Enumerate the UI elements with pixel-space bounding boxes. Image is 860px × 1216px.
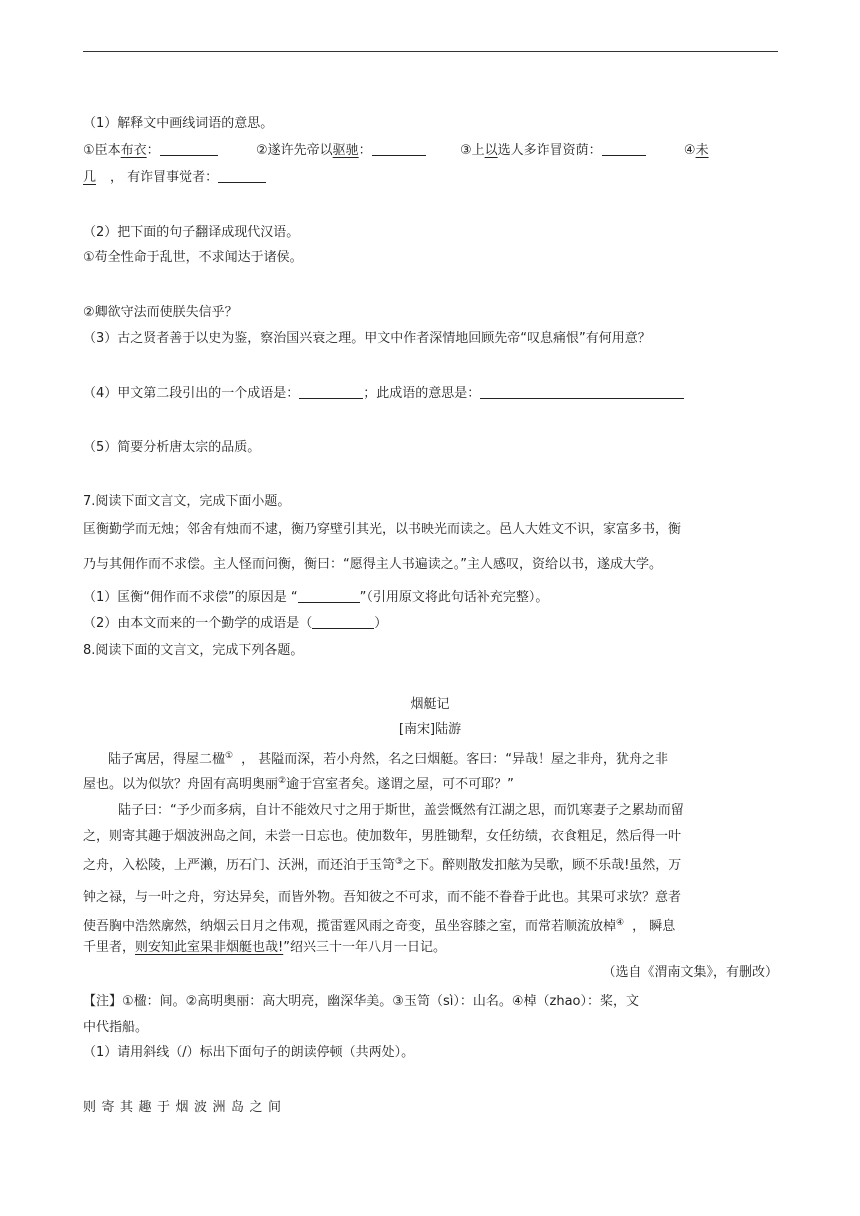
essay-line3: 陆子曰：“予少而多病，自计不能效尺寸之用于斯世，盖尝慨然有江湖之思，而饥寒妻子之累劫而留 (118, 803, 684, 818)
answer-blank[interactable] (298, 589, 360, 603)
q7-part2: （2）由本文而来的一个勤学的成语是（ ） (83, 616, 388, 631)
q7-text-line1: 匡衡勤学而无烛；邻舍有烛而不逮，衡乃穿壁引其光，以书映光而读之。邑人大姓文不识，家富多书，衡 (83, 522, 682, 537)
answer-blank[interactable] (372, 142, 426, 156)
essay-line5: 之舟，入松陵，上严濑，历石门、沃洲，而还泊于玉笥③之下。醉则散发扣舷为吴歌，顾不乐哉!虽然，万 (83, 857, 682, 873)
q6-part1-items-line2: 几 ， 有诈冒事觉者： (83, 168, 266, 188)
answer-blank[interactable] (218, 169, 266, 183)
answer-blank[interactable] (160, 142, 218, 156)
essay-source: （选自《渭南文集》，有删改） (602, 965, 778, 980)
q6-part4: （4）甲文第二段引出的一个成语是： ；此成语的意思是： (83, 384, 684, 404)
q6-part1-label: （1）解释文中画线词语的意思。 (83, 116, 274, 131)
q8-title: 8.阅读下面的文言文，完成下列各题。 (83, 643, 304, 658)
essay-line4: 之，则寄其趣于烟波洲岛之间，未尝一日忘也。使加数年，男胜锄犁，女任纺绩，衣食粗足，然后得一叶 (83, 829, 682, 844)
essay-author: [南宋]陆游 (398, 722, 462, 737)
pause-mark-sentence[interactable]: 则寄其趣于烟波洲岛之间 (83, 1100, 287, 1115)
essay-line1: 陆子寓居，得屋二楹① ， 甚隘而深，若小舟然，名之曰烟艇。客曰：“异哉！屋之非舟，犹舟之非 (108, 751, 668, 767)
answer-blank[interactable] (602, 142, 646, 156)
essay-line6: 钟之禄，与一叶之舟，穷达异矣，而皆外物。吾知彼之不可求，而不能不眷眷于此也。其果可求欤？意者 (83, 890, 682, 905)
q6-part2-sentence2: ②卿欲守法而使朕失信乎？ (83, 305, 238, 320)
q7-title: 7.阅读下面文言文，完成下面小题。 (83, 494, 291, 509)
q6-part1-items-line1: ①臣本布衣： ②遂许先帝以驱驰： ③上以选人多诈冒资荫： ④未 (83, 143, 709, 158)
q6-part2-label: （2）把下面的句子翻译成现代汉语。 (83, 225, 300, 240)
header-rule (83, 51, 778, 52)
essay-line8: 千里者，则安知此室果非烟艇也哉!”绍兴三十一年八月一日记。 (83, 940, 446, 955)
answer-blank[interactable] (312, 615, 374, 629)
essay-notes-line1: 【注】①楹：间。②高明奥丽：高大明亮，幽深华美。③玉笥（sì）：山名。④棹（zhao）：桨，文 (83, 994, 639, 1009)
q7-text-line2: 乃与其佣作而不求偿。主人怪而问衡，衡曰：“愿得主人书遍读之。”主人感叹，资给以书，遂成大学。 (83, 557, 662, 572)
essay-title: 烟艇记 (410, 697, 450, 712)
essay-line2: 屋也。以为似欤？舟固有高明奥丽②逾于宫室者矣。遂谓之屋，可不可耶？” (83, 776, 514, 792)
essay-line7: 使吾胸中浩然廓然，纳烟云日月之伟观，揽雷霆风雨之奇变，虽坐容膝之室，而常若顺流放棹④ ， 瞬息 (83, 918, 676, 934)
answer-blank[interactable] (299, 385, 363, 399)
q6-part2-sentence1: ①苟全性命于乱世，不求闻达于诸侯。 (83, 250, 303, 265)
q6-part5: （5）简要分析唐太宗的品质。 (83, 440, 261, 455)
q7-part1: （1）匡衡“佣作而不求偿”的原因是 “ ”（引用原文将此句话补充完整）。 (83, 590, 549, 605)
q6-part3: （3）古之贤者善于以史为鉴，察治国兴衰之理。甲文中作者深情地回顾先帝“叹息痛恨”有何用意？ (83, 331, 651, 346)
essay-notes-line2: 中代指船。 (83, 1020, 149, 1035)
answer-blank[interactable] (480, 385, 684, 399)
q8-part1: （1）请用斜线（/）标出下面句子的朗读停顿（共两处）。 (83, 1045, 415, 1060)
